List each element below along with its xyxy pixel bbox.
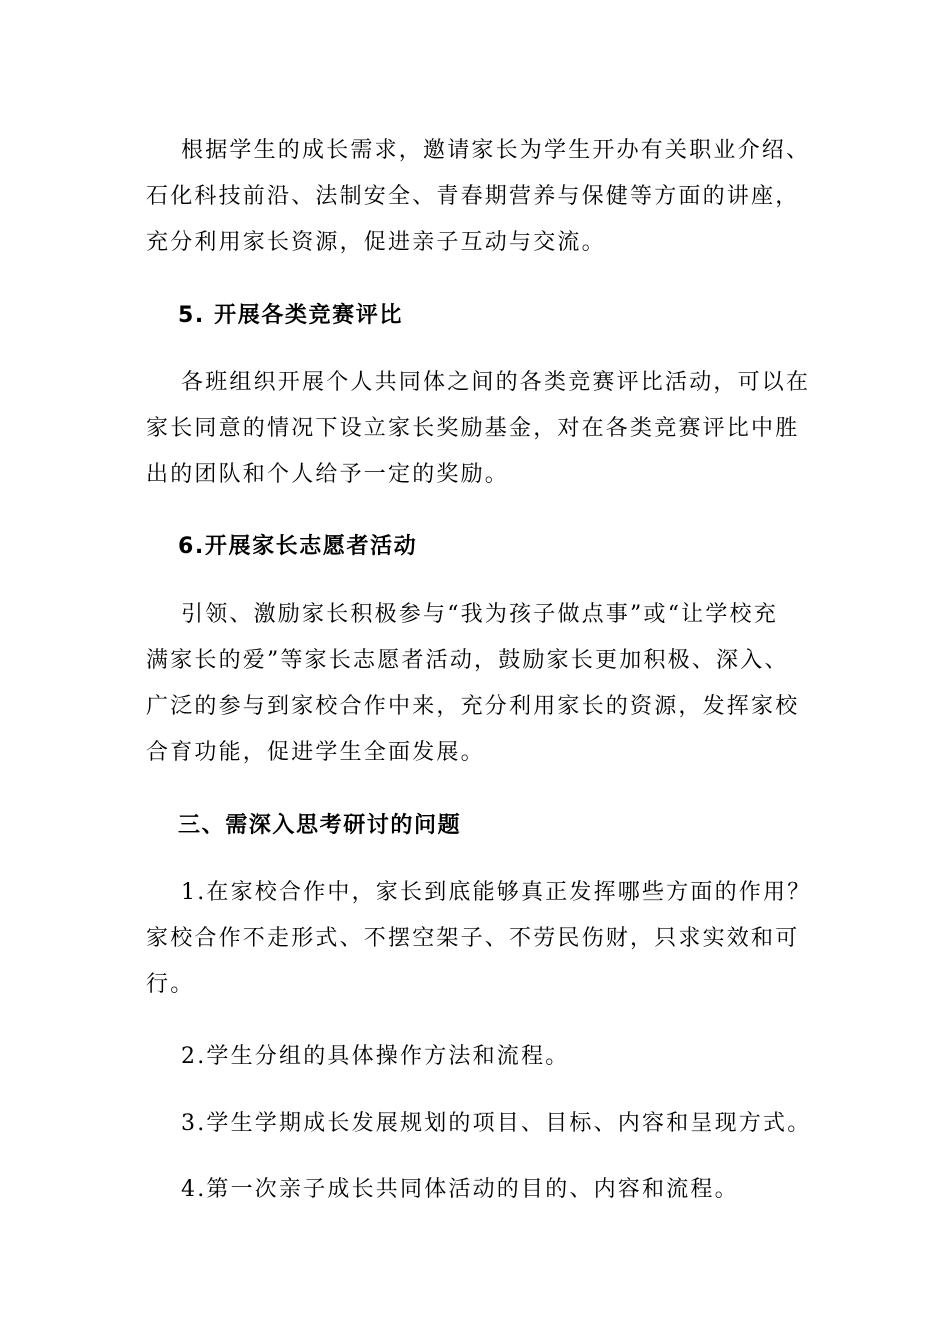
paragraph-parent-lectures: [146, 128, 811, 266]
text-line: 4.第一次亲子成长共同体活动的目的、内容和流程。: [181, 1177, 739, 1202]
paragraph-volunteers: [146, 592, 806, 776]
text-line: 3.学生学期成长发展规划的项目、目标、内容和呈现方式。: [181, 1111, 812, 1136]
text-line: 合育功能，促进学生全面发展。: [146, 740, 485, 765]
text-line: 充分利用家长资源，促进亲子互动与交流。: [146, 230, 606, 255]
question-4: [146, 1167, 806, 1213]
paragraph-competitions: [146, 360, 811, 498]
text-line: 家长同意的情况下设立家长奖励基金，对在各类竞赛评比中胜: [146, 416, 800, 441]
heading-questions: [146, 803, 806, 849]
section-heading: 5. 开展各类竞赛评比: [178, 303, 403, 328]
text-line: 出的团队和个人给予一定的奖励。: [146, 462, 510, 487]
text-line: 各班组织开展个人共同体之间的各类竞赛评比活动，可以在: [181, 370, 811, 395]
section-heading: 三、需深入思考研讨的问题: [178, 813, 462, 838]
text-line: 满家长的爱”等家长志愿者活动，鼓励家长更加积极、深入、: [146, 648, 789, 673]
text-line: 石化科技前沿、法制安全、青春期营养与保健等方面的讲座，: [146, 184, 800, 209]
text-line: 广泛的参与到家校合作中来，充分利用家长的资源，发挥家校: [146, 694, 800, 719]
heading-volunteers: [146, 524, 806, 570]
heading-competitions: [146, 293, 806, 339]
text-line: 家校合作不走形式、不摆空架子、不劳民伤财，只求实效和可: [146, 926, 800, 951]
text-line: 2.学生分组的具体操作方法和流程。: [181, 1044, 570, 1069]
question-2: [146, 1034, 806, 1080]
text-line: 引领、激励家长积极参与“我为孩子做点事”或“让学校充: [181, 602, 778, 627]
question-1: [146, 870, 812, 1008]
question-3: [146, 1101, 812, 1147]
text-line: 根据学生的成长需求，邀请家长为学生开办有关职业介绍、: [181, 138, 811, 163]
text-line: 行。: [146, 972, 195, 997]
section-heading: 6.开展家长志愿者活动: [178, 534, 418, 559]
text-line: 1.在家校合作中，家长到底能够真正发挥哪些方面的作用？: [181, 880, 812, 905]
